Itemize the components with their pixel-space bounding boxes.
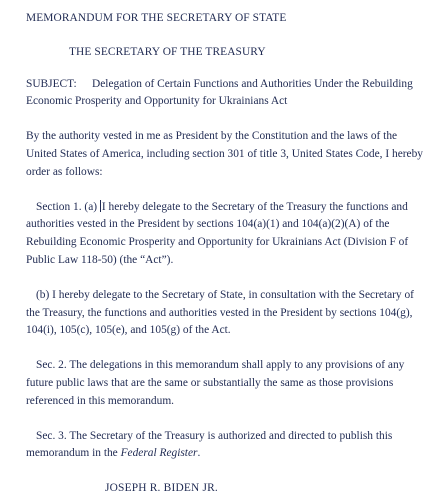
subject-text: Delegation of Certain Functions and Authorities Under the Rebuilding Economic Prosperity and Opportunity for Ukrainians Act — [26, 77, 413, 108]
subject-block — [26, 76, 428, 112]
section-1b-paragraph: (b) I hereby delegate to the Secretary of State, in consultation with the Secretary of the Treasury, the functions and authorities vested in the President by sections 104(g), 104(i), 105(c), 105(e), and 105(g) of the Act. — [26, 288, 414, 337]
section-2-paragraph: Sec. 2. The delegations in this memorandum shall apply to any provisions of any future public laws that are the same or substantially the same as those provisions referenced in this memorandum. — [26, 359, 405, 407]
section-1a-text: I hereby delegate to the Secretary of the Treasury the functions and authorities vested in the President by sections 104(a)(1) and 104(a)(2)(A) of the Rebuilding Economic Prosperity and Opportunity for Ukrainians Act (Division F of Public Law 118-50) (the “Act”). — [26, 200, 409, 266]
section-3-text: Sec. 3. The Secretary of the Treasury is authorized and directed to publish this memorandum in the — [26, 429, 393, 460]
section-3-paragraph — [26, 428, 428, 464]
signature-line: JOSEPH R. BIDEN JR. — [105, 482, 218, 495]
subject-label: SUBJECT: — [26, 77, 77, 90]
memo-cc-line: THE SECRETARY OF THE TREASURY — [69, 45, 266, 58]
text-cursor — [100, 200, 101, 212]
section-3-period: . — [197, 447, 201, 460]
section-1a-paragraph[interactable] — [26, 199, 428, 270]
section-1a-prefix: Section 1. (a) — [36, 200, 98, 213]
intro-paragraph: By the authority vested in me as President by the Constitution and the laws of the United States of America, including section 301 of title 3, United States Code, I hereby order as follows: — [26, 130, 424, 178]
federal-register-title: Federal Register — [120, 447, 198, 460]
memo-to-line: MEMORANDUM FOR THE SECRETARY OF STATE — [26, 12, 287, 24]
